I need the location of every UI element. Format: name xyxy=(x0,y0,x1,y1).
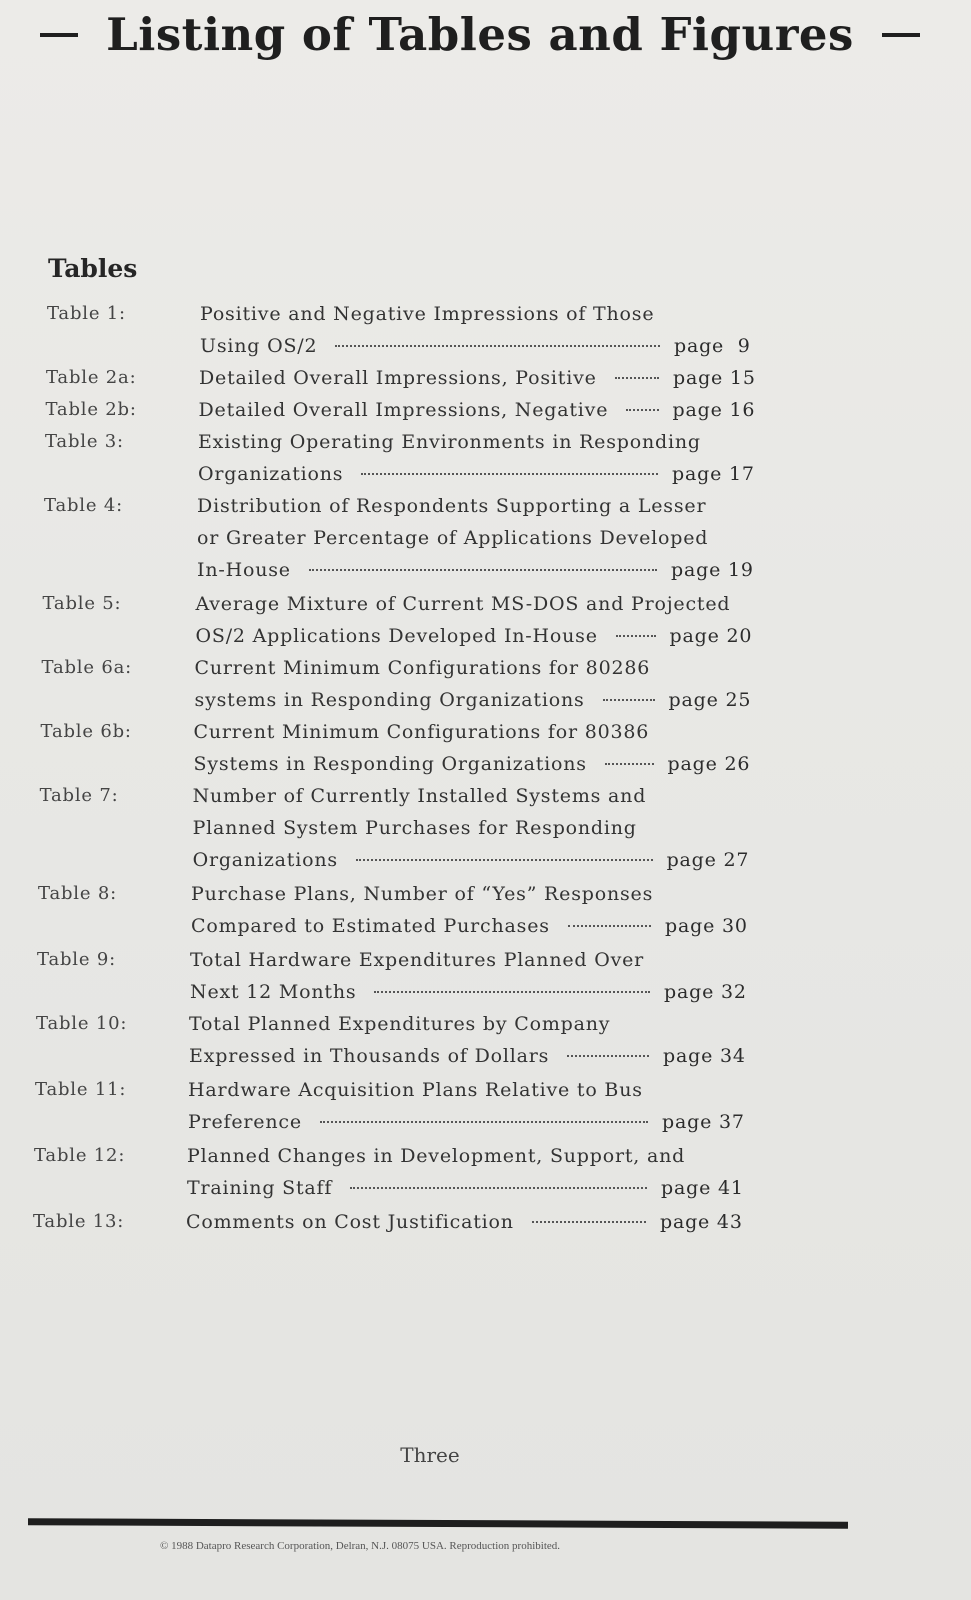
toc-entry-line xyxy=(193,812,753,844)
toc-entry-description xyxy=(196,588,756,652)
toc-entry-line xyxy=(197,522,757,554)
toc-entry-text: Using OS/2 xyxy=(200,335,318,357)
toc-entry-page: page 41 xyxy=(661,1177,744,1199)
toc-entry xyxy=(0,1206,900,1238)
toc-entry-text: Training Staff xyxy=(187,1177,333,1199)
toc-entry-text: Preference xyxy=(188,1111,302,1133)
toc-entry-text: Total Hardware Expenditures Planned Over xyxy=(190,949,645,971)
toc-entry-label: Table 7: xyxy=(39,785,119,806)
toc-entry-description xyxy=(197,490,757,586)
toc-entry-text: Average Mixture of Current MS-DOS and Projected xyxy=(195,593,731,615)
toc-entry-description xyxy=(186,1206,746,1238)
toc-entry-label: Table 9: xyxy=(37,949,116,970)
toc-entry-line xyxy=(193,844,753,876)
toc-entry-line xyxy=(189,1008,749,1040)
toc-entry-label: Table 1: xyxy=(47,303,126,324)
toc-entry-page: page 26 xyxy=(667,753,751,775)
toc-entry-text: Planned System Purchases for Responding xyxy=(192,817,637,839)
toc-entry-label: Table 11: xyxy=(35,1079,127,1100)
toc-leader-dots xyxy=(309,569,657,571)
toc-entry-label: Table 6a: xyxy=(41,657,132,678)
toc-entry-text: OS/2 Applications Developed In-House xyxy=(195,625,598,647)
toc-leader-dots xyxy=(350,1187,647,1189)
toc-entry-line xyxy=(197,490,757,522)
toc-entry-text: Planned Changes in Development, Support, and xyxy=(187,1145,686,1167)
toc-entry-line xyxy=(199,362,759,394)
toc-entry-line xyxy=(195,652,755,684)
toc-entry-label: Table 10: xyxy=(36,1013,128,1034)
toc-leader-dots xyxy=(320,1121,648,1123)
toc-entry-text: systems in Responding Organizations xyxy=(194,689,585,711)
toc-entry-text: Distribution of Respondents Supporting a Lesser xyxy=(197,495,707,517)
toc-entry-label: Table 12: xyxy=(34,1145,126,1166)
toc-entry-page: page 19 xyxy=(671,559,754,581)
toc-entry-text: Organizations xyxy=(192,849,338,871)
toc-entry-text: Current Minimum Configurations for 80386 xyxy=(193,721,650,743)
toc-entry-line xyxy=(191,910,751,942)
toc-entry-description xyxy=(194,716,754,780)
toc-entry xyxy=(0,588,900,652)
page-heading xyxy=(40,8,920,61)
toc-entry-line xyxy=(190,976,750,1008)
toc-entry-line xyxy=(188,1106,748,1138)
toc-entry-page: page 9 xyxy=(674,335,751,357)
toc-entry-line xyxy=(197,554,757,586)
heading-dash-right xyxy=(882,33,920,37)
toc-entry xyxy=(0,490,900,586)
toc-entry-description xyxy=(188,1074,748,1138)
toc-entry-page: page 17 xyxy=(672,463,755,485)
toc-leader-dots xyxy=(374,991,650,993)
toc-entry-page: page 30 xyxy=(665,915,748,937)
footer-rule xyxy=(28,1518,848,1529)
toc-entry xyxy=(0,944,900,1008)
toc-entry-description xyxy=(199,394,759,426)
toc-entry-text: Number of Currently Installed Systems and xyxy=(192,785,647,807)
toc-entry-page: page 20 xyxy=(669,625,753,647)
toc-entry xyxy=(0,362,900,394)
toc-entry-line xyxy=(188,1074,748,1106)
toc-entry-line xyxy=(189,1040,749,1072)
page-folio: Three xyxy=(400,1443,460,1467)
toc-entry-line xyxy=(187,1172,747,1204)
toc-entry-label: Table 13: xyxy=(33,1211,125,1232)
toc-entry-text: Existing Operating Environments in Responding xyxy=(198,431,701,453)
toc-entry-label: Table 2a: xyxy=(46,367,137,388)
toc-entry-description xyxy=(191,878,751,942)
toc-entry-description xyxy=(198,426,758,490)
toc-entry-description xyxy=(187,1140,747,1204)
toc-entry-label: Table 6b: xyxy=(40,721,132,742)
toc-entry-line xyxy=(198,426,758,458)
toc-entry-line xyxy=(191,878,751,910)
toc-entry-line xyxy=(195,684,755,716)
toc-entry-line xyxy=(199,394,759,426)
toc-entry-line xyxy=(200,298,760,330)
toc-entry-label: Table 4: xyxy=(44,495,123,516)
toc-entry-line xyxy=(198,458,758,490)
toc-entry-label: Table 8: xyxy=(38,883,117,904)
toc-entry-text: Hardware Acquisition Plans Relative to Bus xyxy=(188,1079,643,1101)
toc-entry-text: Current Minimum Configurations for 80286 xyxy=(194,657,651,679)
toc-entry-description xyxy=(195,652,755,716)
toc-entry-description xyxy=(199,362,759,394)
toc-entry-text: Organizations xyxy=(198,463,344,485)
toc-leader-dots xyxy=(615,377,659,379)
toc-entry-page: page 37 xyxy=(662,1111,745,1133)
toc-leader-dots xyxy=(605,763,654,765)
toc-entry-text: In-House xyxy=(197,559,291,581)
toc-entry-line xyxy=(194,716,754,748)
toc-leader-dots xyxy=(567,1055,649,1057)
toc-entry-text: Detailed Overall Impressions, Negative xyxy=(198,399,609,421)
toc-entry xyxy=(0,716,900,780)
toc-leader-dots xyxy=(335,345,660,347)
toc-entry-line xyxy=(200,330,760,362)
toc-entry-text: Detailed Overall Impressions, Positive xyxy=(199,367,597,389)
toc-entry-label: Table 5: xyxy=(42,593,122,614)
heading-dash-left xyxy=(40,33,78,37)
toc-entry xyxy=(0,1008,900,1072)
toc-entry-page: page 43 xyxy=(660,1211,743,1233)
toc-entry-page: page 16 xyxy=(672,399,756,421)
toc-leader-dots xyxy=(532,1221,646,1223)
toc-entry-page: page 15 xyxy=(673,367,756,389)
toc-entry xyxy=(0,652,900,716)
toc-leader-dots xyxy=(361,473,658,475)
page-title: Listing of Tables and Figures xyxy=(106,8,854,61)
toc-entry-text: Purchase Plans, Number of “Yes” Responses xyxy=(191,883,654,905)
toc-leader-dots xyxy=(616,635,656,637)
toc-entry xyxy=(0,1074,900,1138)
toc-entry-label: Table 2b: xyxy=(45,399,137,420)
toc-entry-line xyxy=(186,1206,746,1238)
toc-entry-text: Next 12 Months xyxy=(190,981,357,1003)
toc-entry-page: page 32 xyxy=(664,981,747,1003)
toc-entry xyxy=(0,1140,900,1204)
toc-entry xyxy=(0,878,900,942)
toc-entry xyxy=(0,426,900,490)
toc-entry-line xyxy=(193,780,753,812)
toc-entry xyxy=(0,394,900,426)
toc-entry xyxy=(0,298,900,362)
toc-entry-description xyxy=(190,944,750,1008)
toc-entry-line xyxy=(196,588,756,620)
section-title-tables: Tables xyxy=(48,254,138,283)
toc-entry xyxy=(0,780,900,876)
copyright-notice: © 1988 Datapro Research Corporation, Delran, N.J. 08075 USA. Reproduction prohibited. xyxy=(160,1540,561,1552)
toc-entry-text: Compared to Estimated Purchases xyxy=(191,915,550,937)
toc-leader-dots xyxy=(603,699,655,701)
toc-leader-dots xyxy=(568,925,651,927)
toc-entry-line xyxy=(190,944,750,976)
toc-entry-text: Expressed in Thousands of Dollars xyxy=(189,1045,550,1067)
toc-entry-text: Comments on Cost Justification xyxy=(186,1211,514,1233)
toc-leader-dots xyxy=(626,409,658,411)
toc-entry-page: page 25 xyxy=(668,689,752,711)
toc-entry-line xyxy=(187,1140,747,1172)
toc-entry-description xyxy=(193,780,753,876)
toc-entry-line xyxy=(194,748,754,780)
toc-entry-label: Table 3: xyxy=(45,431,124,452)
toc-entry-text: Systems in Responding Organizations xyxy=(193,753,587,775)
toc-entry-text: Positive and Negative Impressions of Those xyxy=(200,303,655,325)
toc-entry-line xyxy=(196,620,756,652)
toc-leader-dots xyxy=(356,859,653,861)
toc-entry-page: page 34 xyxy=(663,1045,746,1067)
toc-entry-page: page 27 xyxy=(666,849,750,871)
toc-entry-text: or Greater Percentage of Applications Developed xyxy=(197,527,709,549)
toc-entry-description xyxy=(189,1008,749,1072)
toc-entry-description xyxy=(200,298,760,362)
toc-entry-text: Total Planned Expenditures by Company xyxy=(189,1013,611,1035)
